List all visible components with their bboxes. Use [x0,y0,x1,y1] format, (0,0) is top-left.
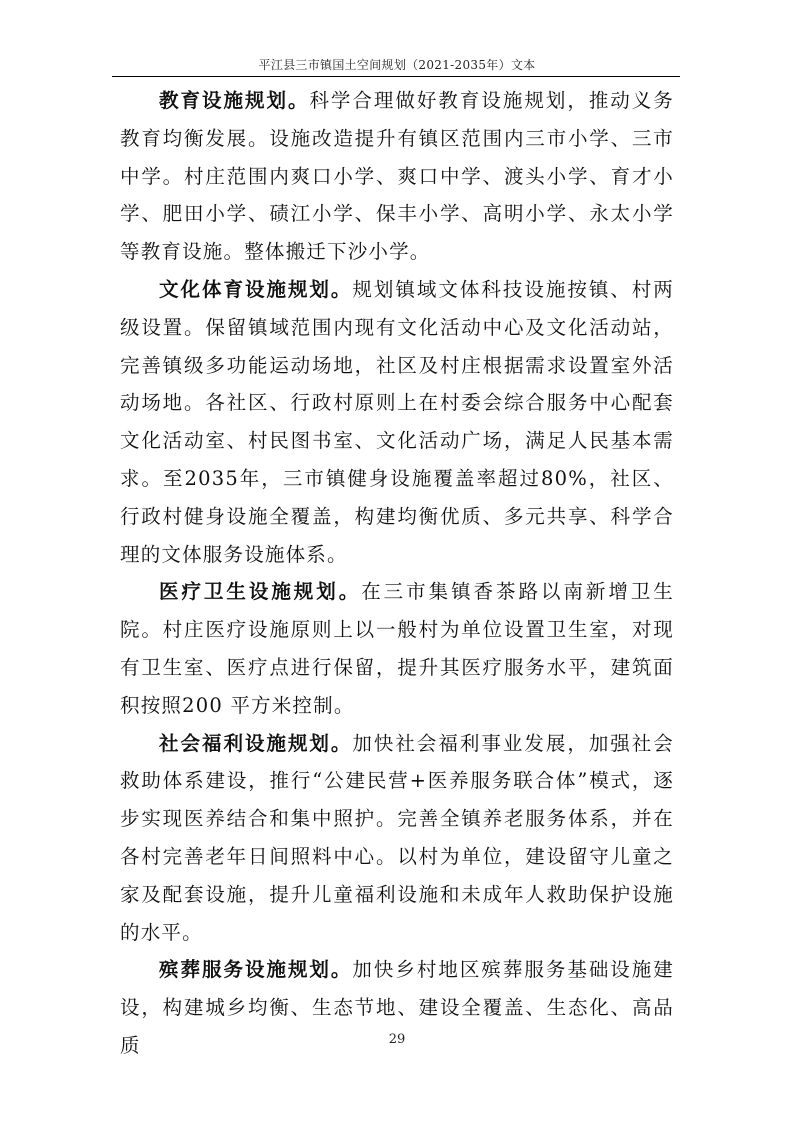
paragraph-text: 加快乡村地区殡葬服务基础设施建设，构建城乡均衡、生态节地、建设全覆盖、生态化、高品质 [120,958,674,1057]
paragraph-heading: 社会福利设施规划。 [159,731,353,755]
paragraph-heading: 文化体育设施规划。 [159,277,353,301]
paragraph-heading: 教育设施规划。 [159,89,310,112]
paragraph-text: 加快社会福利事业发展，加强社会救助体系建设，推行“公建民营+医养服务联合体”模式，逐步实现医养结合和集中照护。完善全镇养老服务体系，并在各村完善老年日间照料中心。以村为单位，建设留守儿童之家及配套设施，提升儿童福利设施和未成年人救助保护设施的水平。 [120,731,674,944]
paragraph-medical [120,573,674,724]
page-number: 29 [388,1032,406,1047]
paragraph-text: 在三市集镇香茶路以南新增卫生院。村庄医疗设施原则上以一般村为单位设置卫生室，对现有卫生室、医疗点进行保留，提升其医疗服务水平，建筑面积按照200 平方米控制。 [120,580,674,717]
paragraph-heading: 殡葬服务设施规划。 [159,958,353,982]
paragraph-text: 规划镇域文体科技设施按镇、村两级设置。保留镇域范围内现有文化活动中心及文化活动站，完善镇级多功能运动场地，社区及村庄根据需求设置室外活动场地。各社区、行政村原则上在村委会综合服务中心配套文化活动室、村民图书室、文化活动广场，满足人民基本需求。至2035年，三市镇健身设施覆盖率超过80%，社区、行政村健身设施全覆盖，构建均衡优质、多元共享、科学合理的文体服务设施体系。 [120,277,674,566]
paragraph-culture-sports [120,271,674,573]
paragraph-education [120,82,674,271]
header-divider [112,76,680,77]
paragraph-text: 科学合理做好教育设施规划，推动义务教育均衡发展。设施改造提升有镇区范围内三市小学、三市中学。村庄范围内爽口小学、爽口中学、渡头小学、育才小学、肥田小学、碛江小学、保丰小学、高明小学、永太小学等教育设施。整体搬迁下沙小学。 [120,89,674,264]
document-body [120,82,674,1065]
paragraph-social-welfare [120,725,674,952]
paragraph-funeral [120,951,674,1064]
page-header: 平江县三市镇国土空间规划（2021-2035年）文本 [258,58,536,72]
paragraph-heading: 医疗卫生设施规划。 [159,580,362,604]
